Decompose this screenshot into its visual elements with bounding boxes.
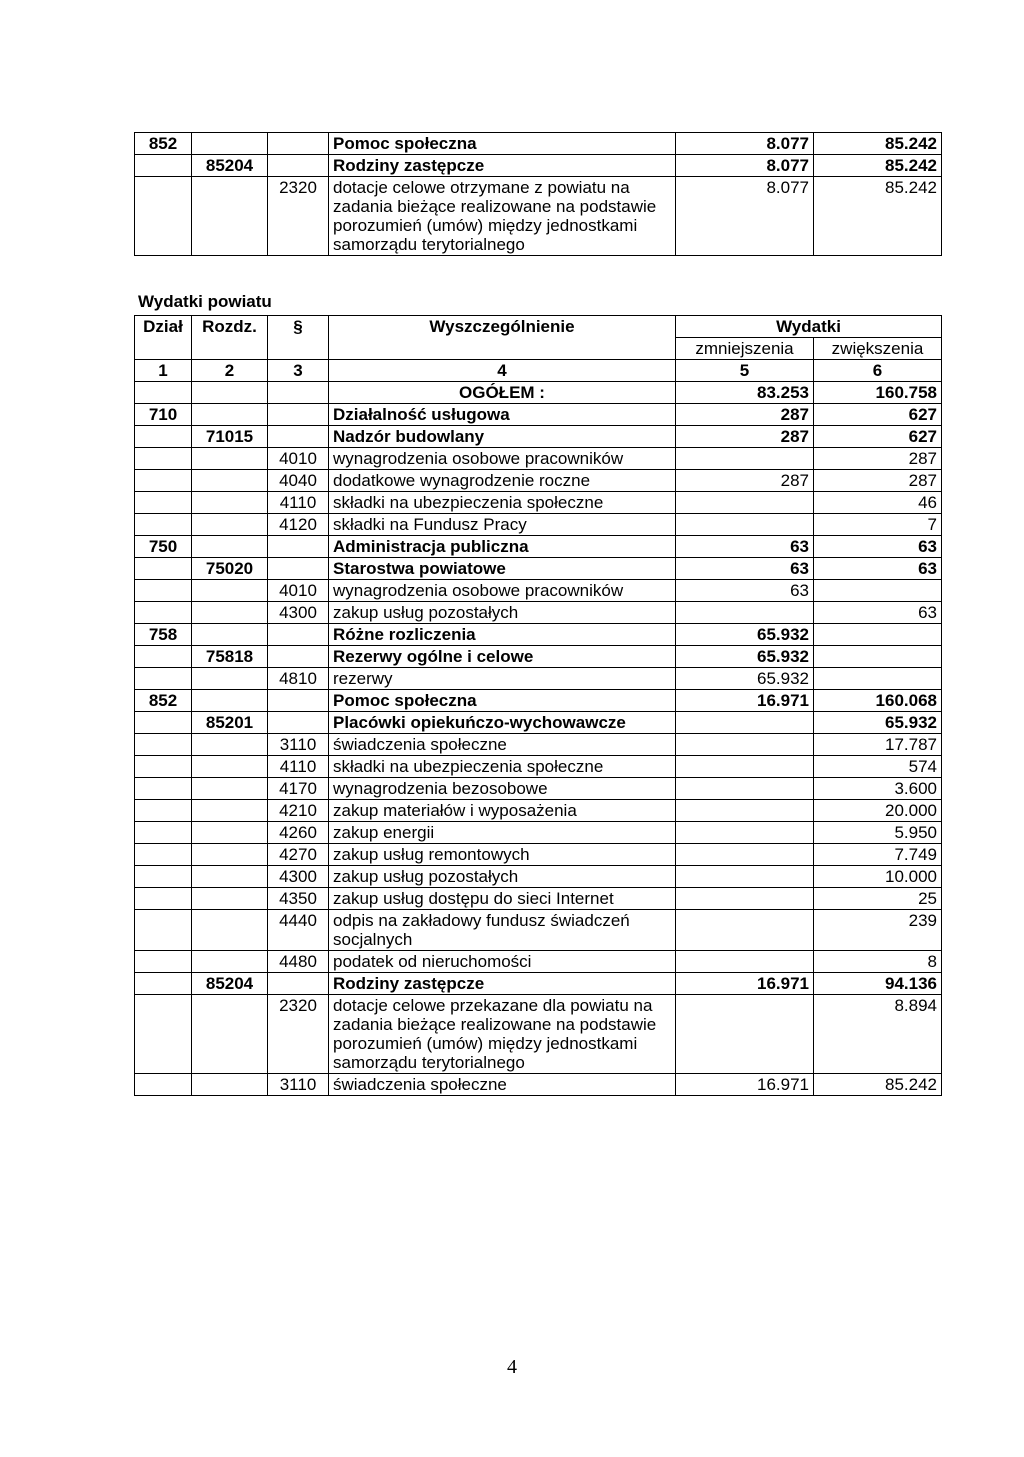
zwiekszenia-cell: 287 — [814, 470, 942, 492]
column-number: 4 — [329, 360, 676, 382]
header-wydatki: Wydatki — [676, 316, 942, 338]
rozdz-cell — [192, 668, 268, 690]
dzial-cell — [135, 426, 192, 448]
header-rozdz: Rozdz. — [192, 316, 268, 360]
table-row — [135, 822, 942, 844]
header-zwiekszenia: zwiększenia — [814, 338, 942, 360]
paragraph-cell: 4110 — [268, 492, 329, 514]
zmniejszenia-cell: 63 — [676, 558, 814, 580]
zmniejszenia-cell — [676, 602, 814, 624]
description-cell: zakup usług pozostałych — [329, 866, 676, 888]
header-dzial: Dział — [135, 316, 192, 360]
header-row — [135, 316, 942, 338]
zmniejszenia-cell: 8.077 — [676, 177, 814, 256]
expenditure-table — [134, 315, 942, 1096]
table-row — [135, 514, 942, 536]
zmniejszenia-cell — [676, 844, 814, 866]
zwiekszenia-cell: 287 — [814, 448, 942, 470]
table-row — [135, 778, 942, 800]
zwiekszenia-cell: 8.894 — [814, 995, 942, 1074]
rozdz-cell — [192, 580, 268, 602]
description-cell: Rodziny zastępcze — [329, 973, 676, 995]
zmniejszenia-cell — [676, 448, 814, 470]
rozdz-cell — [192, 756, 268, 778]
description-cell: rezerwy — [329, 668, 676, 690]
dzial-cell — [135, 888, 192, 910]
zwiekszenia-cell — [814, 580, 942, 602]
table-row — [135, 404, 942, 426]
description-cell: wynagrodzenia bezosobowe — [329, 778, 676, 800]
table-row — [135, 448, 942, 470]
rozdz-cell — [192, 624, 268, 646]
table-row — [135, 492, 942, 514]
zmniejszenia-cell — [676, 910, 814, 951]
description-cell: składki na Fundusz Pracy — [329, 514, 676, 536]
zwiekszenia-cell: 20.000 — [814, 800, 942, 822]
rozdz-cell — [192, 602, 268, 624]
dzial-cell — [135, 822, 192, 844]
top-table-body — [135, 133, 942, 256]
table-row — [135, 426, 942, 448]
table-row — [135, 734, 942, 756]
dzial-cell: 750 — [135, 536, 192, 558]
zmniejszenia-cell: 8.077 — [676, 133, 814, 155]
rozdz-cell: 75020 — [192, 558, 268, 580]
description-cell: zakup materiałów i wyposażenia — [329, 800, 676, 822]
dzial-cell — [135, 646, 192, 668]
paragraph-cell — [268, 973, 329, 995]
dzial-cell: 852 — [135, 133, 192, 155]
zwiekszenia-cell: 63 — [814, 536, 942, 558]
zmniejszenia-cell — [676, 951, 814, 973]
paragraph-cell: 3110 — [268, 734, 329, 756]
zwiekszenia-cell: 17.787 — [814, 734, 942, 756]
table-row — [135, 973, 942, 995]
column-number: 1 — [135, 360, 192, 382]
table-row — [135, 646, 942, 668]
rozdz-cell — [192, 910, 268, 951]
table-row — [135, 800, 942, 822]
zmniejszenia-cell: 8.077 — [676, 155, 814, 177]
paragraph-cell: 4010 — [268, 580, 329, 602]
paragraph-cell — [268, 646, 329, 668]
zwiekszenia-cell: 10.000 — [814, 866, 942, 888]
zmniejszenia-cell: 16.971 — [676, 690, 814, 712]
column-number: 3 — [268, 360, 329, 382]
table-row — [135, 177, 942, 256]
zmniejszenia-cell — [676, 888, 814, 910]
zmniejszenia-cell — [676, 514, 814, 536]
zwiekszenia-cell: 85.242 — [814, 1074, 942, 1096]
rozdz-cell — [192, 800, 268, 822]
zwiekszenia-cell: 160.068 — [814, 690, 942, 712]
description-cell: zakup usług pozostałych — [329, 602, 676, 624]
description-cell: wynagrodzenia osobowe pracowników — [329, 448, 676, 470]
zmniejszenia-cell: 287 — [676, 470, 814, 492]
paragraph-cell: 2320 — [268, 995, 329, 1074]
description-cell: Różne rozliczenia — [329, 624, 676, 646]
zwiekszenia-cell: 239 — [814, 910, 942, 951]
rozdz-cell — [192, 470, 268, 492]
dzial-cell — [135, 734, 192, 756]
paragraph-cell — [268, 404, 329, 426]
column-number: 6 — [814, 360, 942, 382]
rozdz-cell — [192, 844, 268, 866]
description-cell: zakup usług remontowych — [329, 844, 676, 866]
paragraph-cell: 4260 — [268, 822, 329, 844]
description-cell: Starostwa powiatowe — [329, 558, 676, 580]
dzial-cell — [135, 155, 192, 177]
zmniejszenia-cell — [676, 995, 814, 1074]
paragraph-cell: 4480 — [268, 951, 329, 973]
dzial-cell — [135, 448, 192, 470]
dzial-cell — [135, 866, 192, 888]
total-row — [135, 382, 942, 404]
zmniejszenia-cell — [676, 800, 814, 822]
dzial-cell — [135, 470, 192, 492]
zwiekszenia-cell: 5.950 — [814, 822, 942, 844]
rozdz-cell — [192, 734, 268, 756]
total-label: OGÓŁEM : — [329, 382, 676, 404]
zmniejszenia-cell — [676, 822, 814, 844]
zwiekszenia-cell — [814, 624, 942, 646]
dzial-cell — [135, 1074, 192, 1096]
dzial-cell — [135, 778, 192, 800]
zwiekszenia-cell: 94.136 — [814, 973, 942, 995]
paragraph-cell: 4110 — [268, 756, 329, 778]
dzial-cell — [135, 995, 192, 1074]
paragraph-cell — [268, 133, 329, 155]
zwiekszenia-cell: 7 — [814, 514, 942, 536]
table-row — [135, 690, 942, 712]
description-cell: dodatkowe wynagrodzenie roczne — [329, 470, 676, 492]
zmniejszenia-cell: 65.932 — [676, 646, 814, 668]
dzial-cell — [135, 177, 192, 256]
rozdz-cell: 85201 — [192, 712, 268, 734]
expenditure-table-body — [135, 404, 942, 1096]
dzial-cell — [135, 844, 192, 866]
description-cell: Pomoc społeczna — [329, 690, 676, 712]
paragraph-cell — [268, 155, 329, 177]
zmniejszenia-cell — [676, 734, 814, 756]
paragraph-cell: 4040 — [268, 470, 329, 492]
dzial-cell — [135, 756, 192, 778]
description-cell: świadczenia społeczne — [329, 1074, 676, 1096]
rozdz-cell — [192, 690, 268, 712]
paragraph-cell: 4270 — [268, 844, 329, 866]
zwiekszenia-cell: 65.932 — [814, 712, 942, 734]
dzial-cell: 852 — [135, 690, 192, 712]
description-cell: odpis na zakładowy fundusz świadczeń socjalnych — [329, 910, 676, 951]
description-cell: składki na ubezpieczenia społeczne — [329, 492, 676, 514]
table-row — [135, 536, 942, 558]
zmniejszenia-cell: 287 — [676, 426, 814, 448]
paragraph-cell: 3110 — [268, 1074, 329, 1096]
column-number: 5 — [676, 360, 814, 382]
dzial-cell: 710 — [135, 404, 192, 426]
rozdz-cell — [192, 866, 268, 888]
table-row — [135, 1074, 942, 1096]
dzial-cell — [135, 973, 192, 995]
zwiekszenia-cell — [814, 646, 942, 668]
zmniejszenia-cell — [676, 712, 814, 734]
dzial-cell: 758 — [135, 624, 192, 646]
paragraph-cell: 4120 — [268, 514, 329, 536]
paragraph-cell — [268, 536, 329, 558]
table-row — [135, 844, 942, 866]
zmniejszenia-cell — [676, 492, 814, 514]
table-row — [135, 910, 942, 951]
description-cell: dotacje celowe otrzymane z powiatu na zadania bieżące realizowane na podstawie porozumień (umów) między jednostkami samorządu terytorialnego — [329, 177, 676, 256]
dzial-cell — [135, 580, 192, 602]
paragraph-cell: 4300 — [268, 866, 329, 888]
zmniejszenia-cell: 63 — [676, 580, 814, 602]
paragraph-cell: 4350 — [268, 888, 329, 910]
column-number: 2 — [192, 360, 268, 382]
table-row — [135, 756, 942, 778]
rozdz-cell — [192, 888, 268, 910]
zmniejszenia-cell — [676, 778, 814, 800]
description-cell: wynagrodzenia osobowe pracowników — [329, 580, 676, 602]
header-paragraph: § — [268, 316, 329, 360]
zmniejszenia-cell: 63 — [676, 536, 814, 558]
paragraph-cell — [268, 426, 329, 448]
description-cell: zakup usług dostępu do sieci Internet — [329, 888, 676, 910]
rozdz-cell — [192, 995, 268, 1074]
description-cell: składki na ubezpieczenia społeczne — [329, 756, 676, 778]
description-cell: Rodziny zastępcze — [329, 155, 676, 177]
rozdz-cell — [192, 514, 268, 536]
description-cell: dotacje celowe przekazane dla powiatu na zadania bieżące realizowane na podstawie porozumień (umów) między jednostkami samorządu terytorialnego — [329, 995, 676, 1074]
zmniejszenia-cell — [676, 866, 814, 888]
paragraph-cell — [268, 558, 329, 580]
rozdz-cell: 75818 — [192, 646, 268, 668]
dzial-cell — [135, 514, 192, 536]
description-cell: Placówki opiekuńczo-wychowawcze — [329, 712, 676, 734]
zwiekszenia-cell: 574 — [814, 756, 942, 778]
table-row — [135, 866, 942, 888]
zmniejszenia-cell: 287 — [676, 404, 814, 426]
header-zmniejszenia: zmniejszenia — [676, 338, 814, 360]
table-row — [135, 668, 942, 690]
zmniejszenia-cell: 65.932 — [676, 624, 814, 646]
dzial-cell — [135, 602, 192, 624]
description-cell: podatek od nieruchomości — [329, 951, 676, 973]
zwiekszenia-cell: 8 — [814, 951, 942, 973]
table-row — [135, 951, 942, 973]
section-title: Wydatki powiatu — [138, 292, 272, 311]
zmniejszenia-cell — [676, 756, 814, 778]
zwiekszenia-cell: 627 — [814, 404, 942, 426]
rozdz-cell — [192, 822, 268, 844]
rozdz-cell: 71015 — [192, 426, 268, 448]
rozdz-cell — [192, 536, 268, 558]
zwiekszenia-cell: 63 — [814, 558, 942, 580]
dzial-cell — [135, 712, 192, 734]
page-number: 4 — [507, 1356, 517, 1378]
paragraph-cell: 4440 — [268, 910, 329, 951]
rozdz-cell — [192, 133, 268, 155]
zwiekszenia-cell: 627 — [814, 426, 942, 448]
header-wyszczegolnienie: Wyszczególnienie — [329, 316, 676, 360]
paragraph-cell — [268, 712, 329, 734]
table-row — [135, 602, 942, 624]
description-cell: Pomoc społeczna — [329, 133, 676, 155]
paragraph-cell: 4170 — [268, 778, 329, 800]
rozdz-cell: 85204 — [192, 973, 268, 995]
description-cell: zakup energii — [329, 822, 676, 844]
rozdz-cell — [192, 448, 268, 470]
table-row — [135, 580, 942, 602]
dzial-cell — [135, 492, 192, 514]
paragraph-cell — [268, 624, 329, 646]
paragraph-cell: 2320 — [268, 177, 329, 256]
total-zmniejszenia: 83.253 — [676, 382, 814, 404]
column-numbers-row — [135, 360, 942, 382]
zwiekszenia-cell: 85.242 — [814, 177, 942, 256]
dzial-cell — [135, 951, 192, 973]
zmniejszenia-cell: 65.932 — [676, 668, 814, 690]
paragraph-cell: 4810 — [268, 668, 329, 690]
table-row — [135, 155, 942, 177]
zwiekszenia-cell: 63 — [814, 602, 942, 624]
table-row — [135, 133, 942, 155]
rozdz-cell — [192, 1074, 268, 1096]
description-cell: Rezerwy ogólne i celowe — [329, 646, 676, 668]
zwiekszenia-cell: 46 — [814, 492, 942, 514]
description-cell: Działalność usługowa — [329, 404, 676, 426]
rozdz-cell: 85204 — [192, 155, 268, 177]
zwiekszenia-cell: 3.600 — [814, 778, 942, 800]
table-row — [135, 995, 942, 1074]
dzial-cell — [135, 910, 192, 951]
table-row — [135, 558, 942, 580]
dzial-cell — [135, 558, 192, 580]
zwiekszenia-cell: 85.242 — [814, 133, 942, 155]
zmniejszenia-cell: 16.971 — [676, 1074, 814, 1096]
description-cell: Administracja publiczna — [329, 536, 676, 558]
paragraph-cell — [268, 690, 329, 712]
table-row — [135, 624, 942, 646]
description-cell: świadczenia społeczne — [329, 734, 676, 756]
paragraph-cell: 4210 — [268, 800, 329, 822]
rozdz-cell — [192, 492, 268, 514]
zwiekszenia-cell: 7.749 — [814, 844, 942, 866]
table-row — [135, 888, 942, 910]
rozdz-cell — [192, 778, 268, 800]
top-table — [134, 132, 942, 256]
table-row — [135, 470, 942, 492]
paragraph-cell: 4300 — [268, 602, 329, 624]
zwiekszenia-cell: 85.242 — [814, 155, 942, 177]
dzial-cell — [135, 800, 192, 822]
zwiekszenia-cell — [814, 668, 942, 690]
rozdz-cell — [192, 404, 268, 426]
table-row — [135, 712, 942, 734]
zmniejszenia-cell: 16.971 — [676, 973, 814, 995]
description-cell: Nadzór budowlany — [329, 426, 676, 448]
dzial-cell — [135, 668, 192, 690]
zwiekszenia-cell: 25 — [814, 888, 942, 910]
total-zwiekszenia: 160.758 — [814, 382, 942, 404]
rozdz-cell — [192, 951, 268, 973]
paragraph-cell: 4010 — [268, 448, 329, 470]
rozdz-cell — [192, 177, 268, 256]
